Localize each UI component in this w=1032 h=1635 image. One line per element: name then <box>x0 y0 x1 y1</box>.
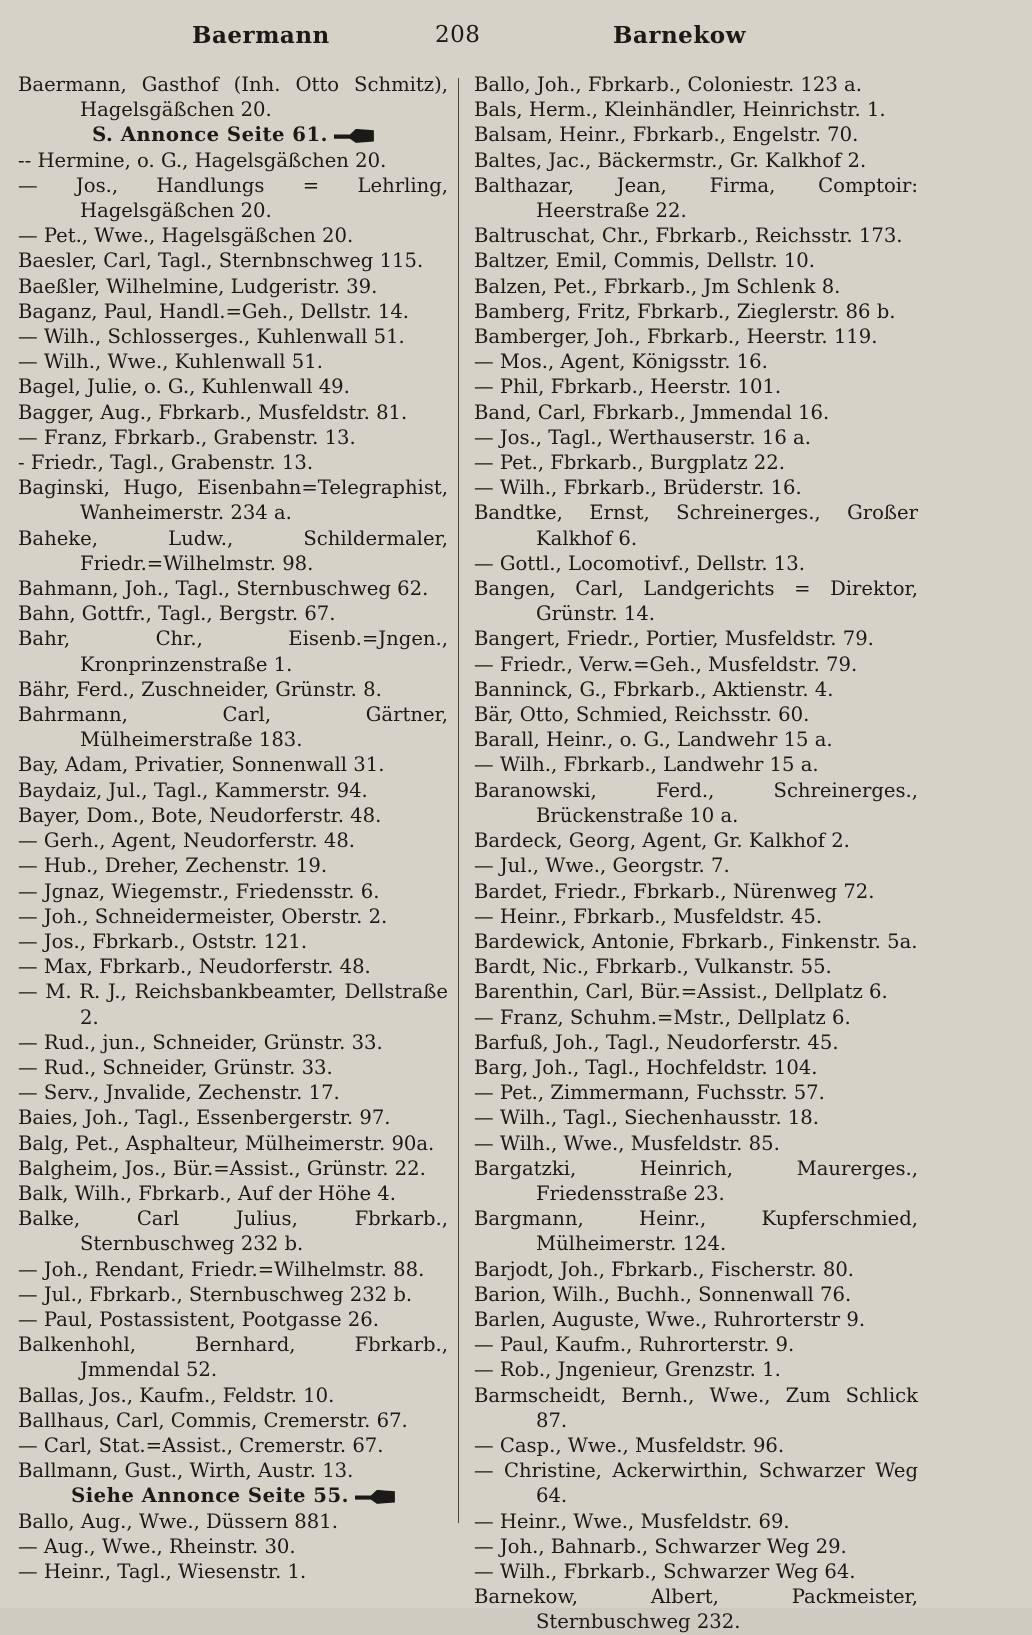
directory-entry <box>18 954 448 979</box>
directory-entry <box>474 828 918 853</box>
directory-entry <box>18 248 448 273</box>
directory-entry <box>474 122 918 147</box>
entry-text: Baganz, Paul, Handl.=Geh., Dellstr. 14. <box>18 299 410 323</box>
directory-entry <box>18 1458 448 1483</box>
entry-text: — Wilh., Fbrkarb., Brüderstr. 16. <box>474 476 802 500</box>
directory-entry <box>18 778 448 803</box>
entry-text: Bagel, Julie, o. G., Kuhlenwall 49. <box>18 375 350 399</box>
directory-entry <box>474 1433 918 1458</box>
directory-entry <box>474 929 918 954</box>
directory-entry <box>474 626 918 651</box>
entry-text: Barg, Joh., Tagl., Hochfeldstr. 104. <box>474 1055 818 1079</box>
entry-text: — Friedr., Verw.=Geh., Musfeldstr. 79. <box>474 652 858 676</box>
directory-entry <box>18 1080 448 1105</box>
entry-text: Balkenhohl, Bernhard, Fbrkarb., Jmmendal 52. <box>18 1333 448 1382</box>
directory-entry <box>18 1282 448 1307</box>
entry-text: — Wilh., Wwe., Musfeldstr. 85. <box>474 1131 780 1155</box>
directory-entry <box>474 551 918 576</box>
directory-entry <box>474 1534 918 1559</box>
column-divider <box>458 78 459 1523</box>
entry-text: — Paul, Kaufm., Ruhrorterstr. 9. <box>474 1333 795 1357</box>
directory-entry <box>18 702 448 752</box>
entry-text: — Max, Fbrkarb., Neudorferstr. 48. <box>18 955 371 979</box>
directory-entry <box>474 173 918 223</box>
entry-text: Ballas, Jos., Kaufm., Feldstr. 10. <box>18 1383 335 1407</box>
entry-text: Baranowski, Ferd., Schreinerges., Brückenstraße 10 a. <box>474 778 918 827</box>
directory-entry <box>18 677 448 702</box>
entry-text: — Heinr., Wwe., Musfeldstr. 69. <box>474 1509 790 1533</box>
directory-entry <box>18 1055 448 1080</box>
directory-entry <box>18 853 448 878</box>
entry-text: — Carl, Stat.=Assist., Cremerstr. 67. <box>18 1433 384 1457</box>
entry-text: — Phil, Fbrkarb., Heerstr. 101. <box>474 375 782 399</box>
annonce-reference <box>18 122 448 147</box>
entry-text: Baesler, Carl, Tagl., Sternbnschweg 115. <box>18 249 424 273</box>
entry-text: Bär, Otto, Schmied, Reichsstr. 60. <box>474 703 810 727</box>
pointing-hand-icon <box>355 1490 395 1504</box>
directory-entry <box>18 752 448 777</box>
entry-text: Barlen, Auguste, Wwe., Ruhrorterstr 9. <box>474 1307 866 1331</box>
entry-text: Bardet, Friedr., Fbrkarb., Nürenweg 72. <box>474 879 875 903</box>
directory-entry <box>474 1307 918 1332</box>
directory-entry <box>18 72 448 122</box>
directory-entry <box>18 1534 448 1559</box>
directory-entry <box>474 475 918 500</box>
entry-text: Balzen, Pet., Fbrkarb., Jm Schlenk 8. <box>474 274 841 298</box>
directory-entry <box>474 1458 918 1508</box>
entry-text: — Christine, Ackerwirthin, Schwarzer Weg 64. <box>474 1459 918 1508</box>
entry-text: — Mos., Agent, Königsstr. 16. <box>474 350 768 374</box>
entry-text: Baydaiz, Jul., Tagl., Kammerstr. 94. <box>18 778 368 802</box>
entry-text: — Joh., Schneidermeister, Oberstr. 2. <box>18 904 388 928</box>
directory-entry <box>474 248 918 273</box>
entry-text: Bamberger, Joh., Fbrkarb., Heerstr. 119. <box>474 325 878 349</box>
header-right-keyword: Barnekow <box>613 22 746 49</box>
entry-text: — Pet., Zimmermann, Fuchsstr. 57. <box>474 1081 825 1105</box>
entry-text: Barion, Wilh., Buchh., Sonnenwall 76. <box>474 1282 852 1306</box>
entry-text: Bandtke, Ernst, Schreinerges., Großer Kalkhof 6. <box>474 501 918 550</box>
entry-text: S. Annonce Seite 61. <box>92 123 328 147</box>
entry-text: Siehe Annonce Seite 55. <box>71 1484 349 1508</box>
entry-text: — Joh., Bahnarb., Schwarzer Weg 29. <box>474 1534 847 1558</box>
directory-entry <box>474 299 918 324</box>
directory-entry <box>474 1357 918 1382</box>
directory-entry <box>474 72 918 97</box>
entry-text: Baermann, Gasthof (Inh. Otto Schmitz), Hagelsgäßchen 20. <box>18 73 448 122</box>
directory-entry <box>18 425 448 450</box>
directory-entry <box>18 324 448 349</box>
directory-entry <box>474 1509 918 1534</box>
entry-text: — Heinr., Tagl., Wiesenstr. 1. <box>18 1559 307 1583</box>
entry-text: — Gerh., Agent, Neudorferstr. 48. <box>18 829 356 853</box>
entry-text: — Pet., Wwe., Hagelsgäßchen 20. <box>18 224 354 248</box>
page-header <box>20 22 1012 58</box>
entry-text: Baltzer, Emil, Commis, Dellstr. 10. <box>474 249 816 273</box>
directory-entry <box>18 1559 448 1584</box>
entry-text: Bangen, Carl, Landgerichts = Direktor, Grünstr. 14. <box>474 577 918 626</box>
directory-entry <box>474 223 918 248</box>
directory-entry <box>474 1383 918 1433</box>
entry-text: — Wilh., Fbrkarb., Schwarzer Weg 64. <box>474 1559 856 1583</box>
entry-text: — Jos., Tagl., Werthauserstr. 16 a. <box>474 425 811 449</box>
directory-entry <box>474 1105 918 1130</box>
entry-text: — Joh., Rendant, Friedr.=Wilhelmstr. 88. <box>18 1257 425 1281</box>
entry-text: -- Hermine, o. G., Hagelsgäßchen 20. <box>18 148 387 172</box>
directory-entry <box>474 400 918 425</box>
entry-text: — Jul., Fbrkarb., Sternbuschweg 232 b. <box>18 1282 413 1306</box>
directory-entry <box>18 450 448 475</box>
directory-entry <box>474 778 918 828</box>
entry-text: Balgheim, Jos., Bür.=Assist., Grünstr. 22. <box>18 1156 426 1180</box>
entry-text: Baheke, Ludw., Schildermaler, Friedr.=Wilhelmstr. 98. <box>18 526 448 575</box>
entry-text: — Serv., Jnvalide, Zechenstr. 17. <box>18 1081 340 1105</box>
directory-entry <box>18 1433 448 1458</box>
entry-text: Balsam, Heinr., Fbrkarb., Engelstr. 70. <box>474 123 859 147</box>
directory-entry <box>18 1206 448 1256</box>
directory-entry <box>18 601 448 626</box>
directory-entry <box>474 954 918 979</box>
directory-entry <box>474 879 918 904</box>
directory-entry <box>474 1005 918 1030</box>
directory-entry <box>474 374 918 399</box>
entry-text: — Gottl., Locomotivf., Dellstr. 13. <box>474 551 805 575</box>
entry-text: Ballo, Aug., Wwe., Düssern 881. <box>18 1509 338 1533</box>
directory-entry <box>474 576 918 626</box>
directory-entry <box>474 1584 918 1634</box>
entry-text: - Friedr., Tagl., Grabenstr. 13. <box>18 451 314 475</box>
directory-entry <box>474 677 918 702</box>
directory-entry <box>18 374 448 399</box>
directory-entry <box>474 853 918 878</box>
entry-text: Ballo, Joh., Fbrkarb., Coloniestr. 123 a. <box>474 73 862 96</box>
entry-text: Bahr, Chr., Eisenb.=Jngen., Kronprinzenstraße 1. <box>18 627 448 676</box>
entry-text: — M. R. J., Reichsbankbeamter, Dellstraße 2. <box>18 980 448 1029</box>
directory-entry <box>18 1105 448 1130</box>
entry-text: Baginski, Hugo, Eisenbahn=Telegraphist, Wanheimerstr. 234 a. <box>18 476 448 525</box>
entry-text: Balke, Carl Julius, Fbrkarb., Sternbuschweg 232 b. <box>18 1207 448 1256</box>
entry-text: Bardeck, Georg, Agent, Gr. Kalkhof 2. <box>474 829 850 853</box>
directory-entry <box>474 324 918 349</box>
entry-text: Band, Carl, Fbrkarb., Jmmendal 16. <box>474 400 830 424</box>
directory-entry <box>474 500 918 550</box>
directory-entry <box>18 173 448 223</box>
directory-entry <box>474 349 918 374</box>
directory-entry <box>18 879 448 904</box>
entry-text: Barenthin, Carl, Bür.=Assist., Dellplatz 6. <box>474 980 888 1004</box>
entry-text: Ballhaus, Carl, Commis, Cremerstr. 67. <box>18 1408 408 1432</box>
entry-text: Balg, Pet., Asphalteur, Mülheimerstr. 90a. <box>18 1131 435 1155</box>
entry-text: Baies, Joh., Tagl., Essenbergerstr. 97. <box>18 1106 391 1130</box>
directory-entry <box>474 274 918 299</box>
directory-entry <box>474 1559 918 1584</box>
directory-entry <box>474 97 918 122</box>
entry-text: Bardt, Nic., Fbrkarb., Vulkanstr. 55. <box>474 955 832 979</box>
entry-text: Bardewick, Antonie, Fbrkarb., Finkenstr. 5a. <box>474 929 918 953</box>
directory-entry <box>474 702 918 727</box>
entry-text: Bals, Herm., Kleinhändler, Heinrichstr. 1. <box>474 98 886 122</box>
entry-text: Bargatzki, Heinrich, Maurerges., Friedensstraße 23. <box>474 1156 918 1205</box>
directory-entry <box>18 223 448 248</box>
directory-entry <box>474 752 918 777</box>
directory-entry <box>18 904 448 929</box>
entry-text: Barall, Heinr., o. G., Landwehr 15 a. <box>474 728 833 752</box>
directory-entry <box>18 349 448 374</box>
directory-entry <box>474 1206 918 1256</box>
entry-text: Bargmann, Heinr., Kupferschmied, Mülheimerstr. 124. <box>474 1207 918 1256</box>
directory-entry <box>18 1332 448 1382</box>
directory-entry <box>474 425 918 450</box>
directory-entry <box>18 1307 448 1332</box>
entry-text: Barmscheidt, Bernh., Wwe., Zum Schlick 87. <box>474 1383 918 1432</box>
directory-entry <box>18 400 448 425</box>
directory-entry <box>18 626 448 676</box>
entry-text: — Jos., Fbrkarb., Oststr. 121. <box>18 929 308 953</box>
pointing-hand-icon <box>334 129 374 143</box>
entry-text: Barjodt, Joh., Fbrkarb., Fischerstr. 80. <box>474 1257 855 1281</box>
directory-entry <box>474 148 918 173</box>
directory-entry <box>18 299 448 324</box>
entry-text: — Rob., Jngenieur, Grenzstr. 1. <box>474 1358 781 1382</box>
entry-text: Bahrmann, Carl, Gärtner, Mülheimerstraße 183. <box>18 703 448 752</box>
right-column <box>474 72 918 1635</box>
entry-text: Balk, Wilh., Fbrkarb., Auf der Höhe 4. <box>18 1181 396 1205</box>
directory-entry <box>474 727 918 752</box>
entry-text: Baltes, Jac., Bäckermstr., Gr. Kalkhof 2. <box>474 148 867 172</box>
entry-text: — Franz, Schuhm.=Mstr., Dellplatz 6. <box>474 1005 851 1029</box>
entry-text: Bayer, Dom., Bote, Neudorferstr. 48. <box>18 803 382 827</box>
directory-entry <box>474 652 918 677</box>
directory-entry <box>18 1383 448 1408</box>
entry-text: Balthazar, Jean, Firma, Comptoir: Heerstraße 22. <box>474 173 918 223</box>
entry-text: — Wilh., Wwe., Kuhlenwall 51. <box>18 350 323 374</box>
directory-entry <box>474 1080 918 1105</box>
entry-text: — Paul, Postassistent, Pootgasse 26. <box>18 1307 379 1331</box>
entry-text: — Wilh., Schlosserges., Kuhlenwall 51. <box>18 325 405 349</box>
directory-entry <box>18 274 448 299</box>
entry-text: Bamberg, Fritz, Fbrkarb., Zieglerstr. 86 b. <box>474 299 896 323</box>
directory-entry <box>18 1509 448 1534</box>
entry-text: Barnekow, Albert, Packmeister, Sternbuschweg 232. <box>474 1585 918 1634</box>
entry-text: Bay, Adam, Privatier, Sonnenwall 31. <box>18 753 385 777</box>
entry-text: — Wilh., Fbrkarb., Landwehr 15 a. <box>474 753 819 777</box>
directory-entry <box>18 1181 448 1206</box>
directory-entry <box>18 576 448 601</box>
entry-text: — Pet., Fbrkarb., Burgplatz 22. <box>474 451 785 475</box>
entry-text: Banninck, G., Fbrkarb., Aktienstr. 4. <box>474 677 834 701</box>
directory-entry <box>18 979 448 1029</box>
entry-text: Baeßler, Wilhelmine, Ludgeristr. 39. <box>18 274 378 298</box>
entry-text: Ballmann, Gust., Wirth, Austr. 13. <box>18 1459 354 1483</box>
directory-entry <box>474 450 918 475</box>
directory-entry <box>18 475 448 525</box>
directory-entry <box>18 1408 448 1433</box>
directory-entry <box>18 526 448 576</box>
entry-text: — Franz, Fbrkarb., Grabenstr. 13. <box>18 425 356 449</box>
directory-entry <box>474 1332 918 1357</box>
directory-entry <box>18 828 448 853</box>
header-left-keyword: Baermann <box>192 22 330 49</box>
entry-text: — Wilh., Tagl., Siechenhausstr. 18. <box>474 1106 820 1130</box>
directory-entry <box>474 1030 918 1055</box>
directory-entry <box>18 803 448 828</box>
directory-entry <box>474 1257 918 1282</box>
entry-text: — Jos., Handlungs = Lehrling, Hagelsgäßchen 20. <box>18 173 448 223</box>
directory-entry <box>474 1156 918 1206</box>
annonce-reference <box>18 1483 448 1508</box>
directory-entry <box>18 1257 448 1282</box>
entry-text: Bahn, Gottfr., Tagl., Bergstr. 67. <box>18 602 336 626</box>
directory-entry <box>474 1282 918 1307</box>
entry-text: — Casp., Wwe., Musfeldstr. 96. <box>474 1433 785 1457</box>
entry-text: — Rud., Schneider, Grünstr. 33. <box>18 1055 333 1079</box>
directory-entry <box>18 1131 448 1156</box>
entry-text: — Jul., Wwe., Georgstr. 7. <box>474 854 730 878</box>
entry-text: — Aug., Wwe., Rheinstr. 30. <box>18 1534 296 1558</box>
directory-entry <box>474 904 918 929</box>
entry-text: Bahmann, Joh., Tagl., Sternbuschweg 62. <box>18 577 429 601</box>
directory-entry <box>18 148 448 173</box>
entry-text: — Rud., jun., Schneider, Grünstr. 33. <box>18 1030 383 1054</box>
entry-text: Bähr, Ferd., Zuschneider, Grünstr. 8. <box>18 677 382 701</box>
directory-entry <box>18 1030 448 1055</box>
entry-text: Baltruschat, Chr., Fbrkarb., Reichsstr. 173. <box>474 224 903 248</box>
page-number: 208 <box>435 22 481 48</box>
directory-entry <box>18 1156 448 1181</box>
left-column <box>18 72 448 1584</box>
entry-text: — Jgnaz, Wiegemstr., Friedensstr. 6. <box>18 879 380 903</box>
entry-text: — Heinr., Fbrkarb., Musfeldstr. 45. <box>474 904 823 928</box>
entry-text: Barfuß, Joh., Tagl., Neudorferstr. 45. <box>474 1030 839 1054</box>
directory-entry <box>474 1131 918 1156</box>
directory-entry <box>474 979 918 1004</box>
directory-entry <box>474 1055 918 1080</box>
entry-text: Bagger, Aug., Fbrkarb., Musfeldstr. 81. <box>18 400 408 424</box>
directory-entry <box>18 929 448 954</box>
entry-text: — Hub., Dreher, Zechenstr. 19. <box>18 854 328 878</box>
entry-text: Bangert, Friedr., Portier, Musfeldstr. 79. <box>474 627 874 651</box>
